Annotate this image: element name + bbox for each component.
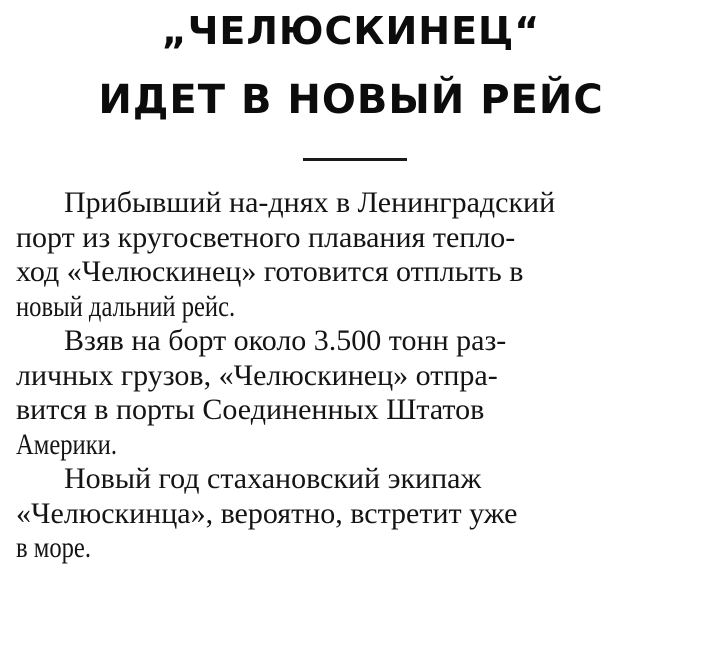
article-body [16, 186, 692, 566]
paragraph-2 [16, 324, 692, 462]
paragraph-line: ход «Челюскинец» готовится отплыть в [16, 255, 524, 288]
paragraph-1 [16, 186, 692, 324]
paragraph-line: Прибывший на-днях в Ленинградский [64, 186, 556, 219]
paragraph-line: Новый год стахановский экипаж [64, 462, 482, 495]
headline-line-2: ИДЕТ В НОВЫЙ РЕЙС [98, 77, 604, 123]
paragraph-line: в море. [16, 531, 92, 564]
paragraph-3 [16, 462, 692, 566]
paragraph-line: личных грузов, «Челюскинец» отпра- [16, 358, 498, 392]
headline-line-1: „ЧЕЛЮСКИНЕЦ“ [161, 9, 541, 53]
paragraph-line: порт из кругосветного плавания тепло- [16, 220, 516, 254]
paragraph-line: Америки. [16, 427, 117, 461]
headline-divider [303, 158, 407, 161]
paragraph-line: вится в порты Соединенных Штатов [16, 393, 485, 426]
paragraph-line: Взяв на борт около 3.500 тонн раз- [64, 324, 507, 357]
paragraph-line: «Челюскинца», вероятно, встретит уже [16, 496, 518, 530]
paragraph-line: новый дальний рейс. [16, 289, 236, 323]
